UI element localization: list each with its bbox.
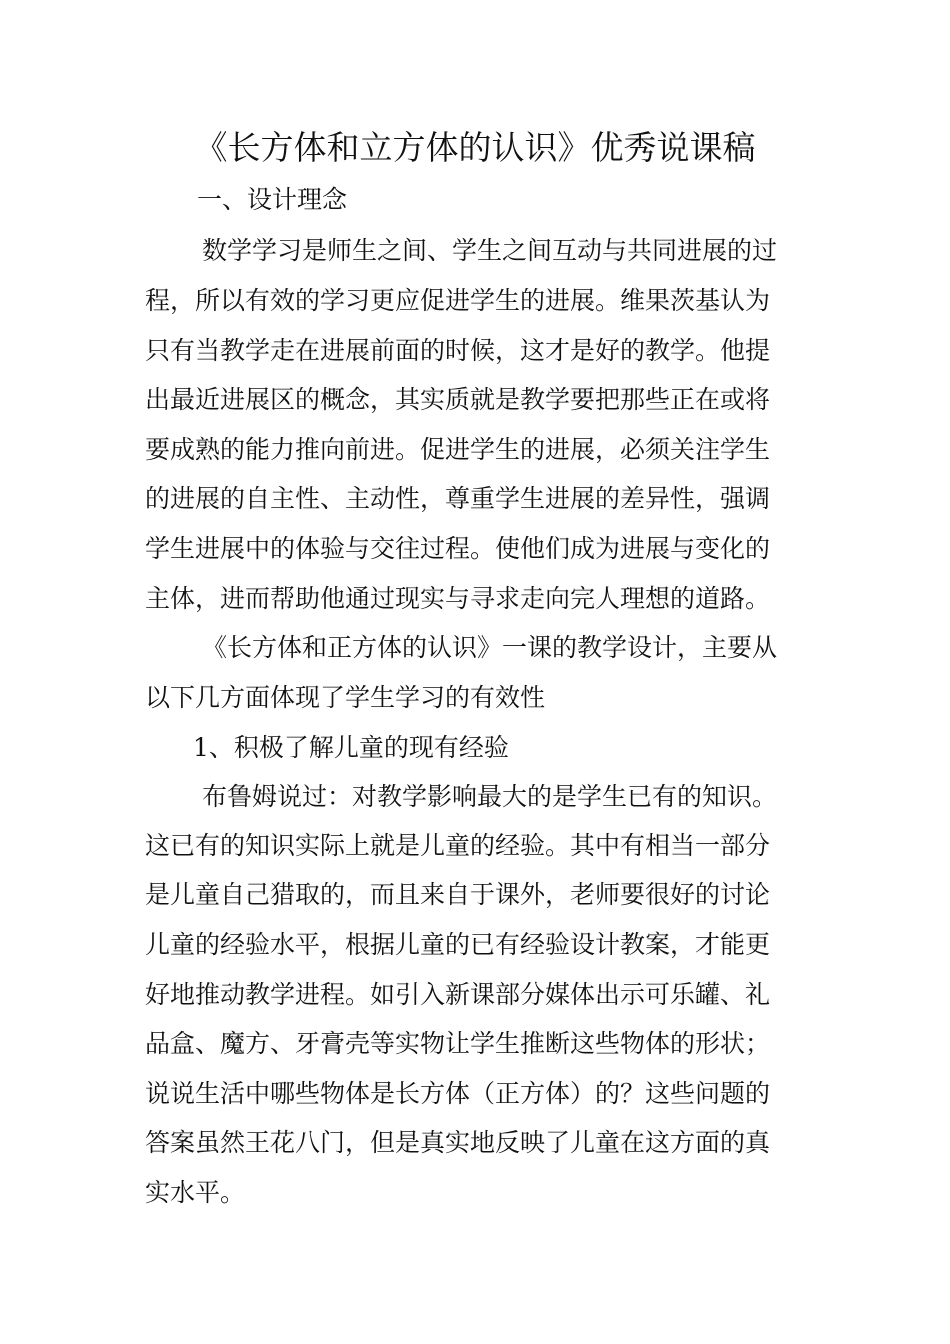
paragraph-line: 出最近进展区的概念，其实质就是教学要把那些正在或将 (145, 385, 771, 414)
paragraph-line: 说说生活中哪些物体是长方体（正方体）的？这些问题的 (145, 1079, 771, 1108)
paragraph-line: 只有当教学走在进展前面的时候，这才是好的教学。他提 (145, 336, 771, 365)
document-title: 《长方体和立方体的认识》优秀说课稿 (194, 128, 756, 167)
paragraph-line: 学生进展中的体验与交往过程。使他们成为进展与变化的 (145, 534, 771, 563)
paragraph-line: 要成熟的能力推向前进。促进学生的进展，必须关注学生 (145, 435, 771, 464)
paragraph-line: 答案虽然王花八门，但是真实地反映了儿童在这方面的真 (145, 1128, 771, 1157)
paragraph-line: 品盒、魔方、牙膏壳等实物让学生推断这些物体的形状； (145, 1029, 771, 1058)
paragraph-line: 的进展的自主性、主动性，尊重学生进展的差异性，强调 (145, 484, 771, 513)
paragraph-line: 程，所以有效的学习更应促进学生的进展。维果茨基认为 (145, 286, 771, 315)
section-heading-design-concept: 一、设计理念 (197, 185, 348, 214)
paragraph-line: 布鲁姆说过：对教学影响最大的是学生已有的知识。 (202, 782, 778, 811)
paragraph-line: 数学学习是师生之间、学生之间互动与共同进展的过 (202, 236, 778, 265)
paragraph-line: 这已有的知识实际上就是儿童的经验。其中有相当一部分 (145, 831, 771, 860)
paragraph-line: 好地推动教学进程。如引入新课部分媒体出示可乐罐、礼 (145, 980, 771, 1009)
paragraph-line: 以下几方面体现了学生学习的有效性 (145, 683, 546, 712)
paragraph-line: 实水平。 (145, 1178, 246, 1207)
paragraph-line: 主体，进而帮助他通过现实与寻求走向完人理想的道路。 (145, 584, 771, 613)
paragraph-line: 儿童的经验水平，根据儿童的已有经验设计教案，才能更 (145, 930, 771, 959)
paragraph-line: 《长方体和正方体的认识》一课的教学设计，主要从 (202, 633, 778, 662)
subsection-heading: 1、积极了解儿童的现有经验 (193, 733, 509, 762)
paragraph-line: 是儿童自己猎取的，而且来自于课外，老师要很好的讨论 (145, 880, 771, 909)
